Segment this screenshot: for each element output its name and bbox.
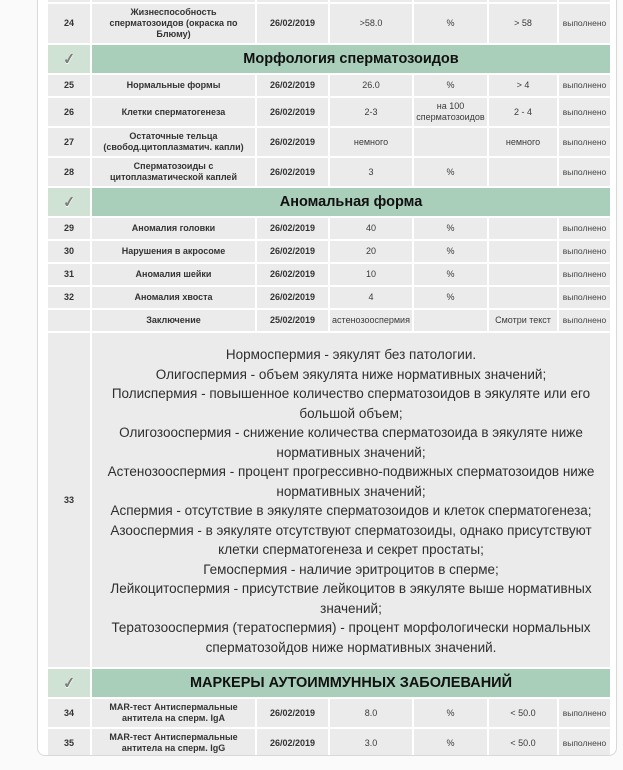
test-reference (489, 218, 557, 239)
test-result: 8.0 (330, 699, 412, 727)
test-date: 26/02/2019 (257, 4, 328, 43)
terminology-notes (92, 333, 610, 667)
test-result: >58.0 (330, 4, 412, 43)
test-status: выполнено (559, 729, 610, 756)
test-result: 2-3 (330, 98, 412, 126)
test-date: 26/02/2019 (257, 75, 328, 96)
section-header-row (48, 669, 610, 697)
test-reference: Смотри текст (489, 310, 557, 331)
row-number: 25 (48, 75, 90, 96)
test-status: выполнено (559, 264, 610, 285)
test-reference: 2 - 4 (489, 98, 557, 126)
section-check-cell (48, 669, 90, 697)
test-result: 3 (330, 158, 412, 186)
test-status: выполнено (559, 158, 610, 186)
table-row (48, 75, 610, 96)
test-units: % (414, 158, 487, 186)
conclusion-note-row (48, 333, 610, 667)
test-name: Нарушения в акросоме (92, 241, 255, 262)
row-number: 27 (48, 128, 90, 156)
table-row (48, 128, 610, 156)
table-row (48, 699, 610, 727)
section-title: Аномальная форма (92, 188, 610, 216)
row-number: 32 (48, 287, 90, 308)
test-date: 26/02/2019 (257, 218, 328, 239)
test-units (414, 310, 487, 331)
test-name: Остаточные тельца (свобод.цитоплазматич. капли) (92, 128, 255, 156)
lab-results-table (48, 0, 610, 756)
row-number: 31 (48, 264, 90, 285)
test-reference: < 50.0 (489, 729, 557, 756)
test-status: выполнено (559, 128, 610, 156)
table-row (48, 4, 610, 43)
terminology-line: Гемоспермия - наличие эритроцитов в сперме; (203, 561, 499, 577)
table-row-partial (48, 0, 610, 2)
test-date: 26/02/2019 (257, 158, 328, 186)
test-result: 40 (330, 218, 412, 239)
row-number: 29 (48, 218, 90, 239)
test-name: Аномалия головки (92, 218, 255, 239)
test-units: % (414, 699, 487, 727)
section-title: Морфология сперматозоидов (92, 45, 610, 73)
test-date: 26/02/2019 (257, 98, 328, 126)
terminology-line: Лейкоцитоспермия - присутствие лейкоцитов в эякуляте выше нормативных значений; (110, 581, 592, 616)
test-name: MAR-тест Антиспермальные антитела на сперм. IgA (92, 699, 255, 727)
test-name: Клетки сперматогенеза (92, 98, 255, 126)
test-name: Жизнеспособность сперматозоидов (окраска по Блюму) (92, 4, 255, 43)
table-row (48, 310, 610, 331)
test-reference: > 4 (489, 75, 557, 96)
test-reference (489, 241, 557, 262)
test-units: % (414, 218, 487, 239)
test-name: MAR-тест Антиспермальные антитела на сперм. IgG (92, 729, 255, 756)
test-reference (489, 158, 557, 186)
test-status: выполнено (559, 218, 610, 239)
test-name: Заключение (92, 310, 255, 331)
test-reference: немного (489, 128, 557, 156)
terminology-line: Астенозооспермия - процент прогрессивно-подвижных сперматозоидов ниже нормативных значений; (107, 464, 595, 499)
test-units: % (414, 264, 487, 285)
table-row (48, 98, 610, 126)
test-result: 3.0 (330, 729, 412, 756)
row-number: 26 (48, 98, 90, 126)
test-date: 25/02/2019 (257, 310, 328, 331)
test-result: 20 (330, 241, 412, 262)
test-units: % (414, 729, 487, 756)
test-units: на 100 сперматозоидов (414, 98, 487, 126)
table-row (48, 729, 610, 756)
table-row (48, 241, 610, 262)
check-icon: ✓ (61, 192, 77, 212)
check-icon: ✓ (61, 49, 77, 69)
terminology-line: Аспермия - отсутствие в эякуляте сперматозоидов и клеток сперматогенеза; (110, 503, 592, 518)
test-units: % (414, 4, 487, 43)
test-name: Аномалия хвоста (92, 287, 255, 308)
row-number: 35 (48, 729, 90, 756)
test-date: 26/02/2019 (257, 699, 328, 727)
test-status: выполнено (559, 98, 610, 126)
check-icon: ✓ (61, 673, 77, 693)
test-status: выполнено (559, 75, 610, 96)
section-title: МАРКЕРЫ АУТОИММУННЫХ ЗАБОЛЕВАНИЙ (92, 669, 610, 697)
test-status: выполнено (559, 241, 610, 262)
row-number: 33 (48, 333, 90, 667)
terminology-line: Азооспермия - в эякуляте отсутствуют сперматозоиды, однако присутствуют клетки сперматогенеза и секрет простаты; (110, 522, 592, 557)
terminology-line: Тератозооспермия (тератоспермия) - процент морфологически нормальных сперматозойдов ниже нормативных значений. (111, 620, 591, 655)
test-result: 10 (330, 264, 412, 285)
test-units (414, 128, 487, 156)
test-units: % (414, 241, 487, 262)
section-header-row (48, 45, 610, 73)
table-row (48, 158, 610, 186)
test-units: % (414, 75, 487, 96)
test-reference (489, 264, 557, 285)
terminology-line: Олигоспермия - объем эякулята ниже нормативных значений; (155, 366, 547, 382)
test-date: 26/02/2019 (257, 264, 328, 285)
test-name: Сперматозоиды с цитоплазматической каплей (92, 158, 255, 186)
test-date: 26/02/2019 (257, 241, 328, 262)
row-number (48, 310, 90, 331)
test-reference: < 50.0 (489, 699, 557, 727)
section-check-cell (48, 45, 90, 73)
section-header-row (48, 188, 610, 216)
row-number: 30 (48, 241, 90, 262)
test-reference (489, 287, 557, 308)
test-result: немного (330, 128, 412, 156)
test-status: выполнено (559, 699, 610, 727)
section-check-cell (48, 188, 90, 216)
table-row (48, 218, 610, 239)
test-result: астенозооспермия (330, 310, 412, 331)
row-number: 28 (48, 158, 90, 186)
test-status: выполнено (559, 287, 610, 308)
terminology-line: Полиспермия - повышенное количество сперматозоидов в эякуляте или его большой объем; (111, 386, 591, 421)
test-status: выполнено (559, 4, 610, 43)
test-units: % (414, 287, 487, 308)
test-status: выполнено (559, 310, 610, 331)
test-date: 26/02/2019 (257, 128, 328, 156)
row-number: 24 (48, 4, 90, 43)
test-date: 26/02/2019 (257, 287, 328, 308)
terminology-line: Олигозооспермия - снижение количества сперматозоида в эякуляте ниже нормативных значений; (119, 425, 583, 460)
terminology-line: Нормоспермия - эякулят без патологии. (225, 347, 477, 362)
test-name: Аномалия шейки (92, 264, 255, 285)
test-date: 26/02/2019 (257, 729, 328, 756)
test-name: Нормальные формы (92, 75, 255, 96)
row-number: 34 (48, 699, 90, 727)
table-row (48, 287, 610, 308)
test-reference: > 58 (489, 4, 557, 43)
test-result: 4 (330, 287, 412, 308)
report-card (37, 0, 617, 756)
table-row (48, 264, 610, 285)
test-result: 26.0 (330, 75, 412, 96)
